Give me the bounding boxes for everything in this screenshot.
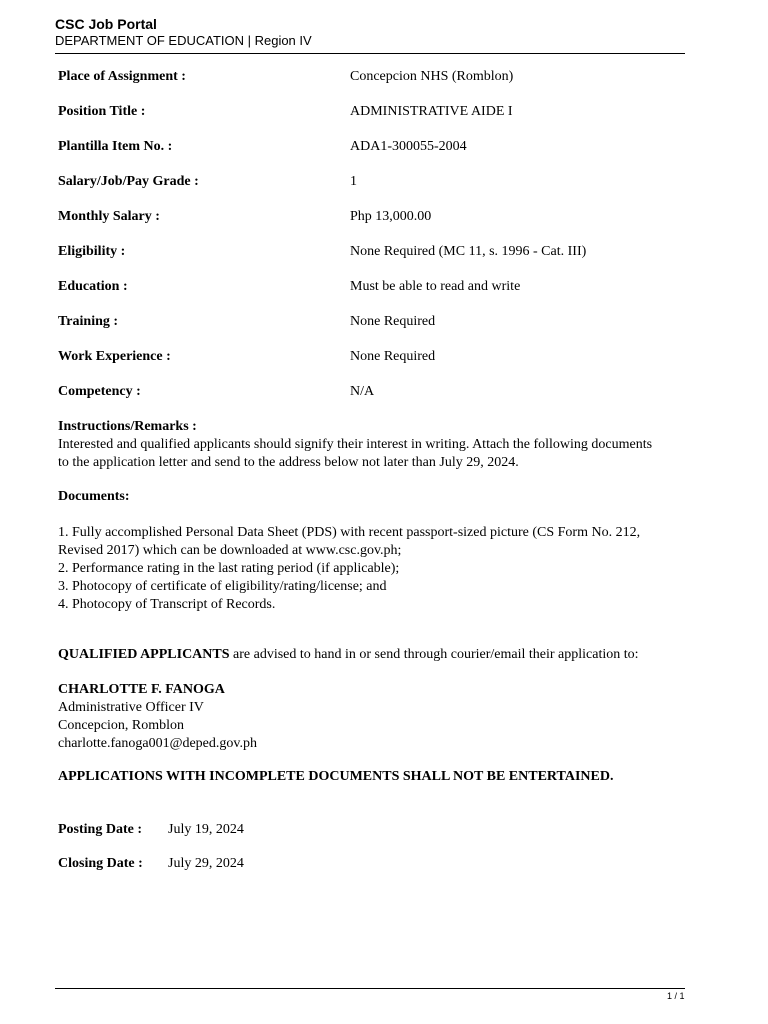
field-label: Work Experience :: [58, 349, 171, 364]
contact-address: Concepcion, Romblon: [58, 718, 184, 733]
page-header: [55, 16, 685, 49]
document-item: 2. Performance rating in the last rating period (if applicable);: [58, 561, 400, 576]
field-competency: [58, 382, 678, 402]
field-salary-grade: [58, 172, 678, 192]
qualified-text: are advised to hand in or send through courier/email their application to:: [229, 647, 639, 662]
document-item: 3. Photocopy of certificate of eligibility/rating/license; and: [58, 579, 387, 594]
field-label: Position Title :: [58, 104, 146, 119]
contact-email: charlotte.fanoga001@deped.gov.ph: [58, 736, 257, 751]
instructions-line: to the application letter and send to the address below not later than July 29, 2024.: [58, 455, 519, 470]
field-value: ADA1-300055-2004: [350, 139, 467, 154]
field-eligibility: [58, 242, 678, 262]
documents-heading-block: [58, 488, 698, 506]
incomplete-documents-warning: APPLICATIONS WITH INCOMPLETE DOCUMENTS SHALL NOT BE ENTERTAINED.: [58, 769, 614, 784]
field-plantilla-item-no: [58, 137, 678, 157]
field-education: [58, 277, 678, 297]
field-work-experience: [58, 347, 678, 367]
instructions-heading: Instructions/Remarks :: [58, 419, 197, 434]
field-monthly-salary: [58, 207, 678, 227]
field-place-of-assignment: [58, 67, 678, 87]
page-number: 1 / 1: [667, 991, 685, 1001]
qualified-applicants-note: [58, 646, 698, 664]
footer-divider: [55, 988, 685, 989]
instructions-section: [58, 418, 698, 472]
field-value: None Required: [350, 349, 436, 364]
posting-date-value: July 19, 2024: [168, 822, 244, 837]
field-label: Eligibility :: [58, 244, 126, 259]
field-value: None Required: [350, 314, 436, 329]
field-value: ADMINISTRATIVE AIDE I: [350, 104, 513, 119]
qualified-emphasis: QUALIFIED APPLICANTS: [58, 647, 230, 662]
field-label: Education :: [58, 279, 128, 294]
document-item: 4. Photocopy of Transcript of Records.: [58, 597, 276, 612]
field-label: Place of Assignment :: [58, 69, 186, 84]
portal-name: CSC Job Portal: [55, 16, 157, 32]
documents-list: [58, 524, 698, 614]
document-item: 1. Fully accomplished Personal Data Sheet (PDS) with recent passport-sized picture (CS Form No. 212,: [58, 525, 641, 540]
closing-date-label: Closing Date :: [58, 856, 143, 871]
field-label: Training :: [58, 314, 119, 329]
field-value: None Required (MC 11, s. 1996 - Cat. III): [350, 244, 587, 259]
field-position-title: [58, 102, 678, 122]
instructions-line: Interested and qualified applicants should signify their interest in writing. Attach the following documents: [58, 437, 653, 452]
warning-block: [58, 768, 698, 786]
field-value: Php 13,000.00: [350, 209, 432, 224]
posting-date-label: Posting Date :: [58, 822, 142, 837]
field-value: Must be able to read and write: [350, 279, 521, 294]
field-label: Competency :: [58, 384, 141, 399]
field-value: Concepcion NHS (Romblon): [350, 69, 514, 84]
field-label: Monthly Salary :: [58, 209, 160, 224]
field-value: 1: [350, 174, 357, 189]
closing-date-value: July 29, 2024: [168, 856, 244, 871]
contact-block: [58, 681, 698, 753]
field-value: N/A: [350, 384, 375, 399]
contact-position: Administrative Officer IV: [58, 700, 204, 715]
document-item: Revised 2017) which can be downloaded at www.csc.gov.ph;: [58, 543, 402, 558]
header-divider: [55, 53, 685, 54]
field-label: Plantilla Item No. :: [58, 139, 173, 154]
department-line: DEPARTMENT OF EDUCATION | Region IV: [55, 33, 312, 48]
field-training: [58, 312, 678, 332]
contact-name: CHARLOTTE F. FANOGA: [58, 682, 225, 697]
documents-heading: Documents:: [58, 489, 130, 504]
field-label: Salary/Job/Pay Grade :: [58, 174, 199, 189]
